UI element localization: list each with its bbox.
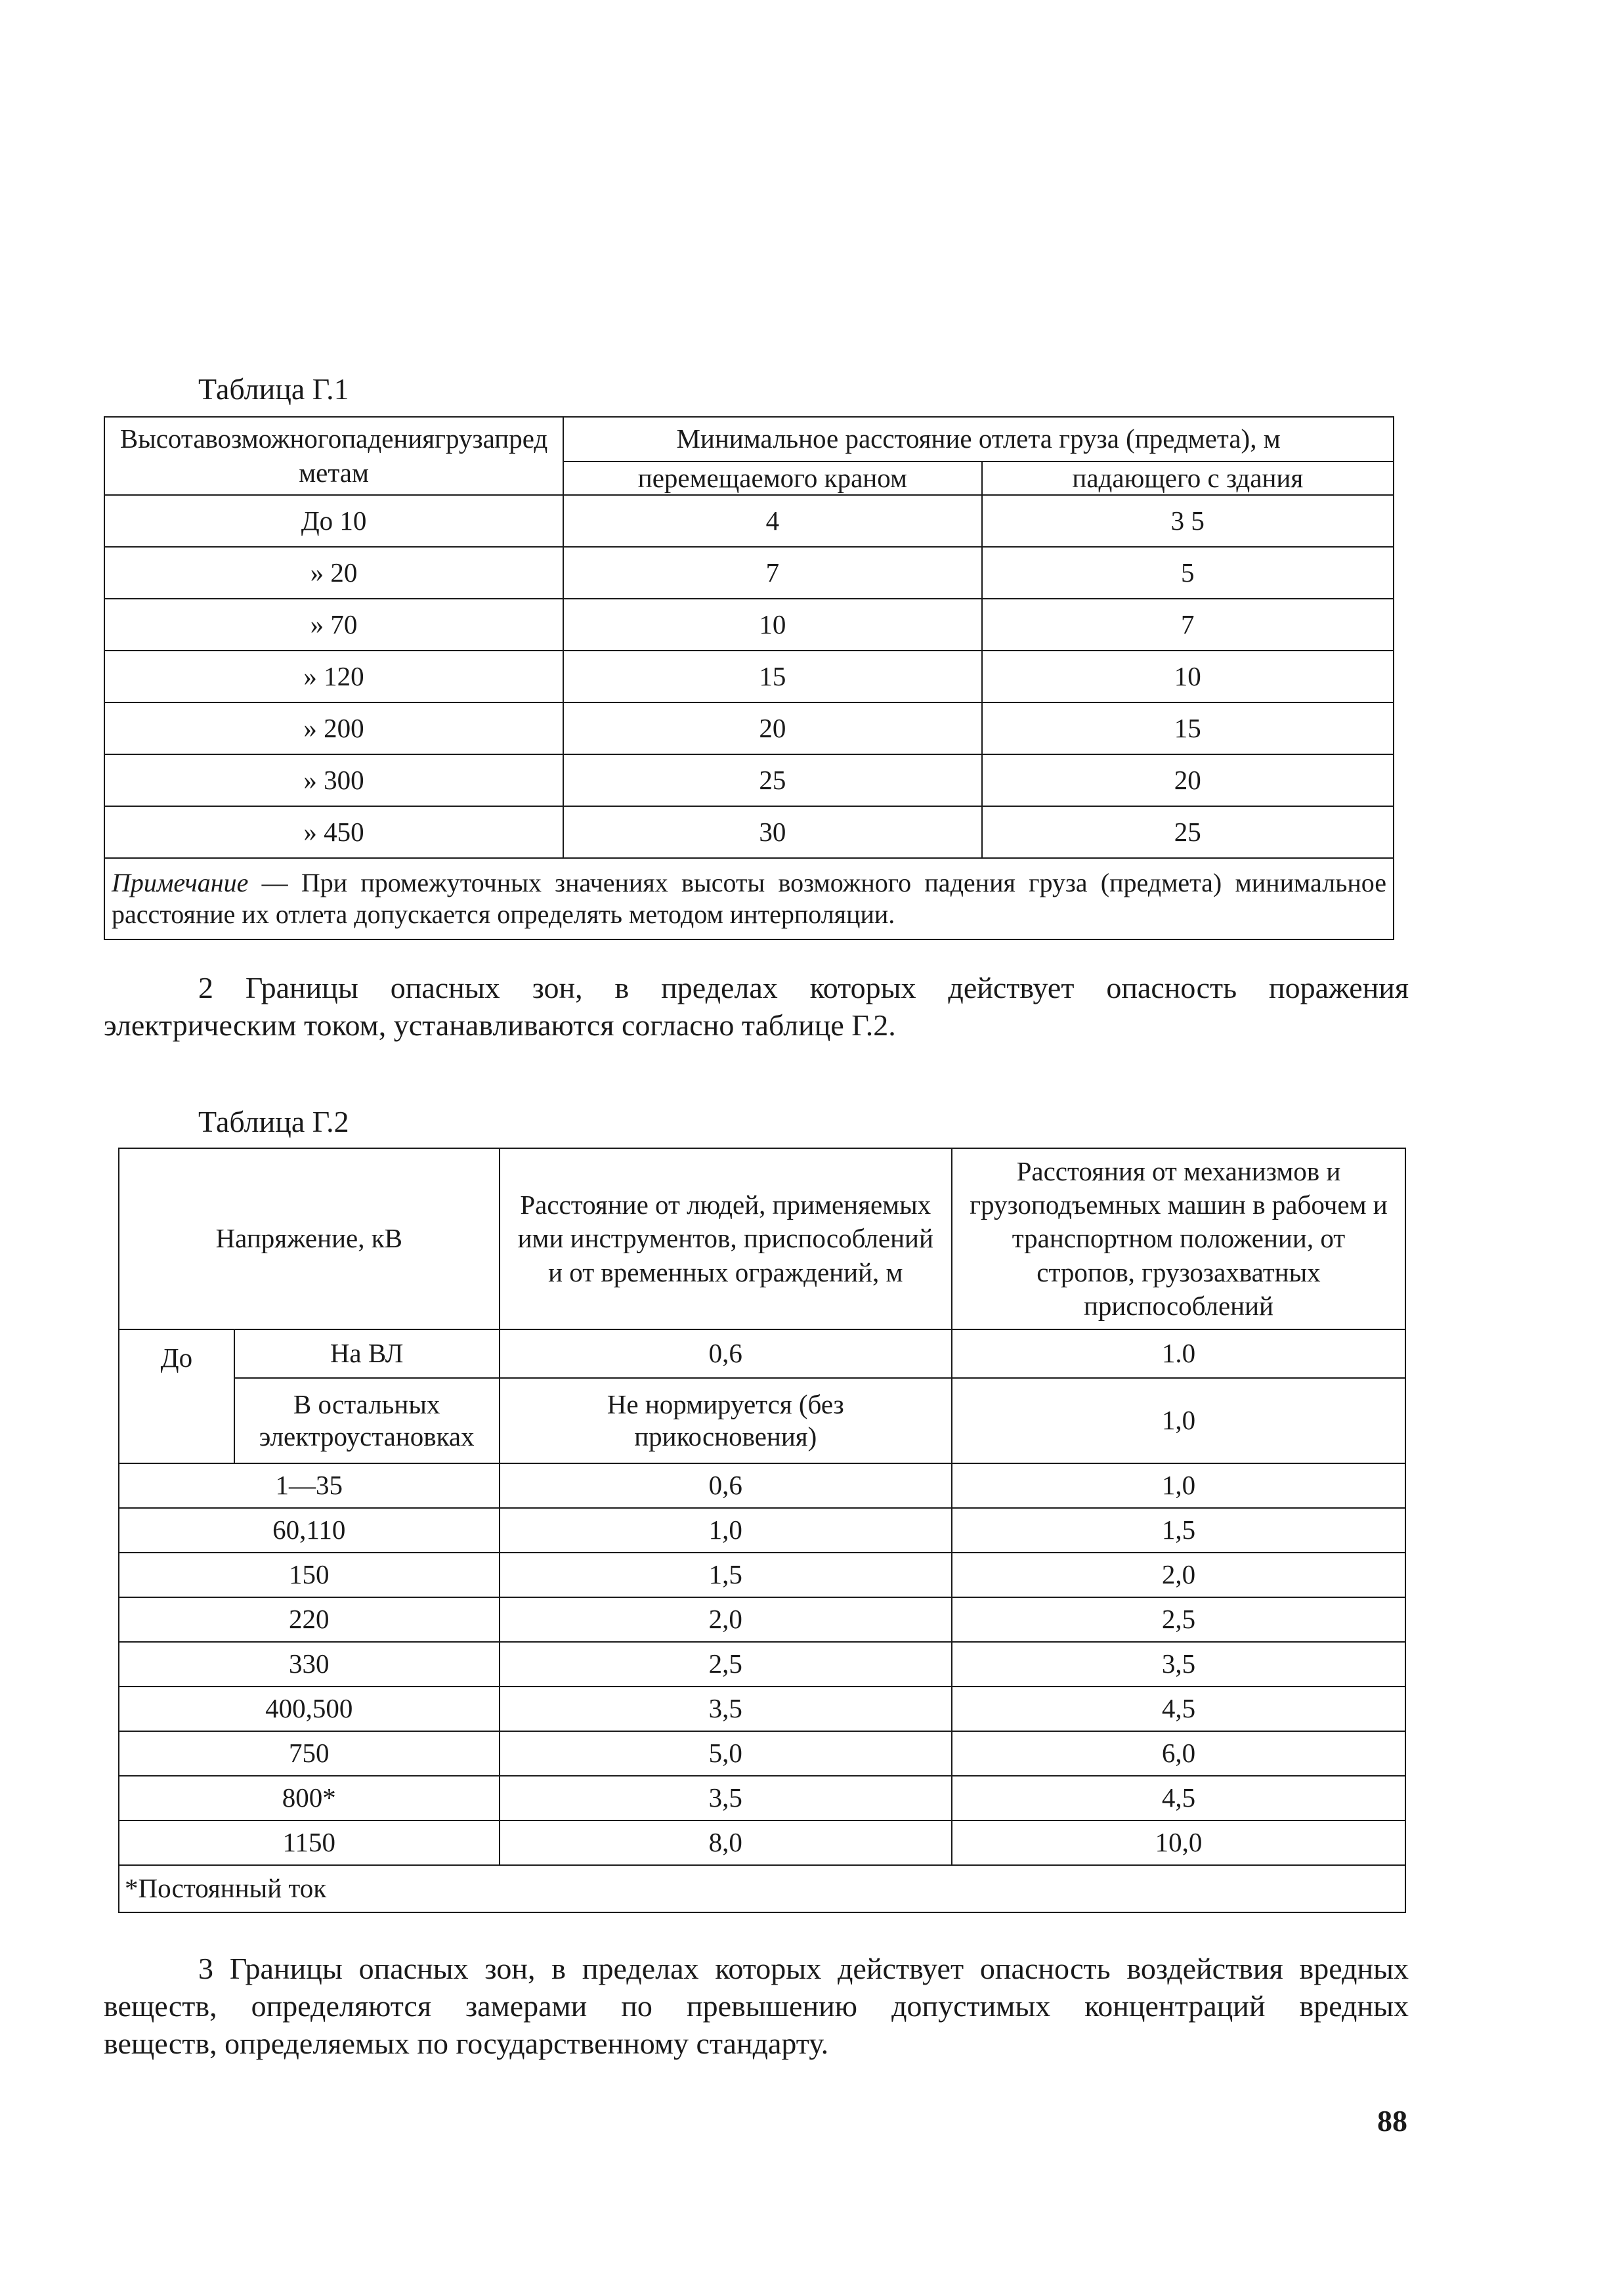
table-row bbox=[104, 547, 1394, 599]
table1-subheader-crane: перемещаемого краном bbox=[563, 462, 982, 495]
table2-people-value: 2,0 bbox=[500, 1597, 952, 1642]
table-row bbox=[119, 1553, 1405, 1597]
table-row bbox=[104, 651, 1394, 702]
table2-header-row bbox=[119, 1148, 1405, 1329]
table2-people-value: 1,5 bbox=[500, 1553, 952, 1597]
table1-height: » 70 bbox=[104, 599, 563, 651]
table-g2 bbox=[118, 1148, 1406, 1913]
table2-voltage: 1150 bbox=[119, 1820, 500, 1865]
table-row bbox=[119, 1508, 1405, 1553]
table-row bbox=[119, 1597, 1405, 1642]
table-row bbox=[119, 1687, 1405, 1731]
table2-voltage: 330 bbox=[119, 1642, 500, 1687]
table-row bbox=[104, 702, 1394, 754]
table2-col1-header: Напряжение, кВ bbox=[119, 1148, 500, 1329]
table2-sub-label: В остальных электроустановках bbox=[234, 1378, 500, 1463]
table2-people-value: 8,0 bbox=[500, 1820, 952, 1865]
table1-crane-value: 25 bbox=[563, 754, 982, 806]
table1-note-label: Примечание bbox=[112, 868, 249, 898]
table1-height: » 120 bbox=[104, 651, 563, 702]
paragraph-2 bbox=[104, 969, 1409, 1044]
table1-header-row bbox=[104, 417, 1394, 462]
table2-caption: Таблица Г.2 bbox=[198, 1105, 349, 1138]
table1-building-value: 5 bbox=[982, 547, 1394, 599]
paragraph-3-line-1: 3 Границы опасных зон, в пределах которых действует опасность воздействия вредных bbox=[198, 1952, 1409, 1985]
table2-people-value: 3,5 bbox=[500, 1687, 952, 1731]
table2-machines-value: 1,5 bbox=[952, 1508, 1405, 1553]
table2-machines-value: 10,0 bbox=[952, 1820, 1405, 1865]
table1-building-value: 25 bbox=[982, 806, 1394, 858]
table-row bbox=[119, 1776, 1405, 1820]
table-row bbox=[119, 1329, 1405, 1378]
table2-people-value: 5,0 bbox=[500, 1731, 952, 1776]
table1-height: » 20 bbox=[104, 547, 563, 599]
table1-note-text: — При промежуточных значениях высоты возможного падения груза (предмета) минимальное расстояние их отлета допускается определять методом интерполяции. bbox=[112, 868, 1386, 930]
table2-machines-value: 4,5 bbox=[952, 1687, 1405, 1731]
table1-crane-value: 30 bbox=[563, 806, 982, 858]
table1-note bbox=[104, 858, 1394, 939]
table1-building-value: 20 bbox=[982, 754, 1394, 806]
table1-crane-value: 20 bbox=[563, 702, 982, 754]
table2-machines-value: 2,0 bbox=[952, 1553, 1405, 1597]
table-row bbox=[104, 754, 1394, 806]
table1-height: » 450 bbox=[104, 806, 563, 858]
paragraph-2-line-1: 2 Границы опасных зон, в пределах которых действует опасность поражения bbox=[198, 971, 1409, 1004]
table2-machines-value: 1,0 bbox=[952, 1378, 1405, 1463]
page-number: 88 bbox=[1377, 2104, 1407, 2138]
table2-machines-value: 4,5 bbox=[952, 1776, 1405, 1820]
table-row bbox=[119, 1642, 1405, 1687]
table-row bbox=[104, 599, 1394, 651]
table2-voltage: 60,110 bbox=[119, 1508, 500, 1553]
table1-building-value: 15 bbox=[982, 702, 1394, 754]
table2-machines-value: 6,0 bbox=[952, 1731, 1405, 1776]
table2-col2-header: Расстояние от людей, применяемых ими инструментов, приспособлений и от временных ограждений, м bbox=[500, 1148, 952, 1329]
table2-voltage: 750 bbox=[119, 1731, 500, 1776]
table1-caption: Таблица Г.1 bbox=[198, 372, 349, 406]
table1-col1-header: Высотавозможногопадениягрузапредметам bbox=[104, 417, 563, 495]
table2-voltage: 220 bbox=[119, 1597, 500, 1642]
table1-crane-value: 4 bbox=[563, 495, 982, 547]
table2-footnote-row bbox=[119, 1865, 1405, 1912]
paragraph-2-line-2: электрическим током, устанавливаются согласно таблице Г.2. bbox=[104, 1008, 896, 1042]
paragraph-3 bbox=[104, 1950, 1409, 2062]
table-row bbox=[119, 1820, 1405, 1865]
table2-machines-value: 1.0 bbox=[952, 1329, 1405, 1378]
table2-col3-header: Расстояния от механизмов и грузоподъемных машин в рабочем и транспортном положении, от стропов, грузозахватных приспособлений bbox=[952, 1148, 1405, 1329]
table2-machines-value: 2,5 bbox=[952, 1597, 1405, 1642]
table2-voltage: 150 bbox=[119, 1553, 500, 1597]
table2-machines-value: 3,5 bbox=[952, 1642, 1405, 1687]
table2-people-value: Не нормируется (без прикосновения) bbox=[500, 1378, 952, 1463]
table1-building-value: 7 bbox=[982, 599, 1394, 651]
table1-building-value: 10 bbox=[982, 651, 1394, 702]
table-row bbox=[104, 495, 1394, 547]
table2-footnote: *Постоянный ток bbox=[119, 1865, 1405, 1912]
table-row bbox=[119, 1378, 1405, 1463]
table2-people-value: 1,0 bbox=[500, 1508, 952, 1553]
table2-voltage: 400,500 bbox=[119, 1687, 500, 1731]
table-g1 bbox=[104, 416, 1394, 940]
paragraph-3-line-2: веществ, определяются замерами по превышению допустимых концентраций вредных bbox=[104, 1989, 1409, 2023]
table-row bbox=[119, 1731, 1405, 1776]
paragraph-3-line-3: веществ, определяемых по государственному стандарту. bbox=[104, 2027, 829, 2060]
table1-height: » 200 bbox=[104, 702, 563, 754]
table1-height: До 10 bbox=[104, 495, 563, 547]
table1-building-value: 3 5 bbox=[982, 495, 1394, 547]
table2-machines-value: 1,0 bbox=[952, 1463, 1405, 1508]
table1-crane-value: 10 bbox=[563, 599, 982, 651]
table1-subheader-building: падающего с здания bbox=[982, 462, 1394, 495]
table1-crane-value: 15 bbox=[563, 651, 982, 702]
table2-people-value: 0,6 bbox=[500, 1329, 952, 1378]
table2-group-label: До bbox=[119, 1329, 234, 1463]
table2-voltage: 1—35 bbox=[119, 1463, 500, 1508]
table2-people-value: 2,5 bbox=[500, 1642, 952, 1687]
table2-people-value: 3,5 bbox=[500, 1776, 952, 1820]
table1-height: » 300 bbox=[104, 754, 563, 806]
table-row bbox=[119, 1463, 1405, 1508]
table1-note-row bbox=[104, 858, 1394, 939]
table-row bbox=[104, 806, 1394, 858]
table1-group-header: Минимальное расстояние отлета груза (предмета), м bbox=[563, 417, 1394, 462]
table2-people-value: 0,6 bbox=[500, 1463, 952, 1508]
table2-voltage: 800* bbox=[119, 1776, 500, 1820]
table2-sub-label: На ВЛ bbox=[234, 1329, 500, 1378]
table1-crane-value: 7 bbox=[563, 547, 982, 599]
